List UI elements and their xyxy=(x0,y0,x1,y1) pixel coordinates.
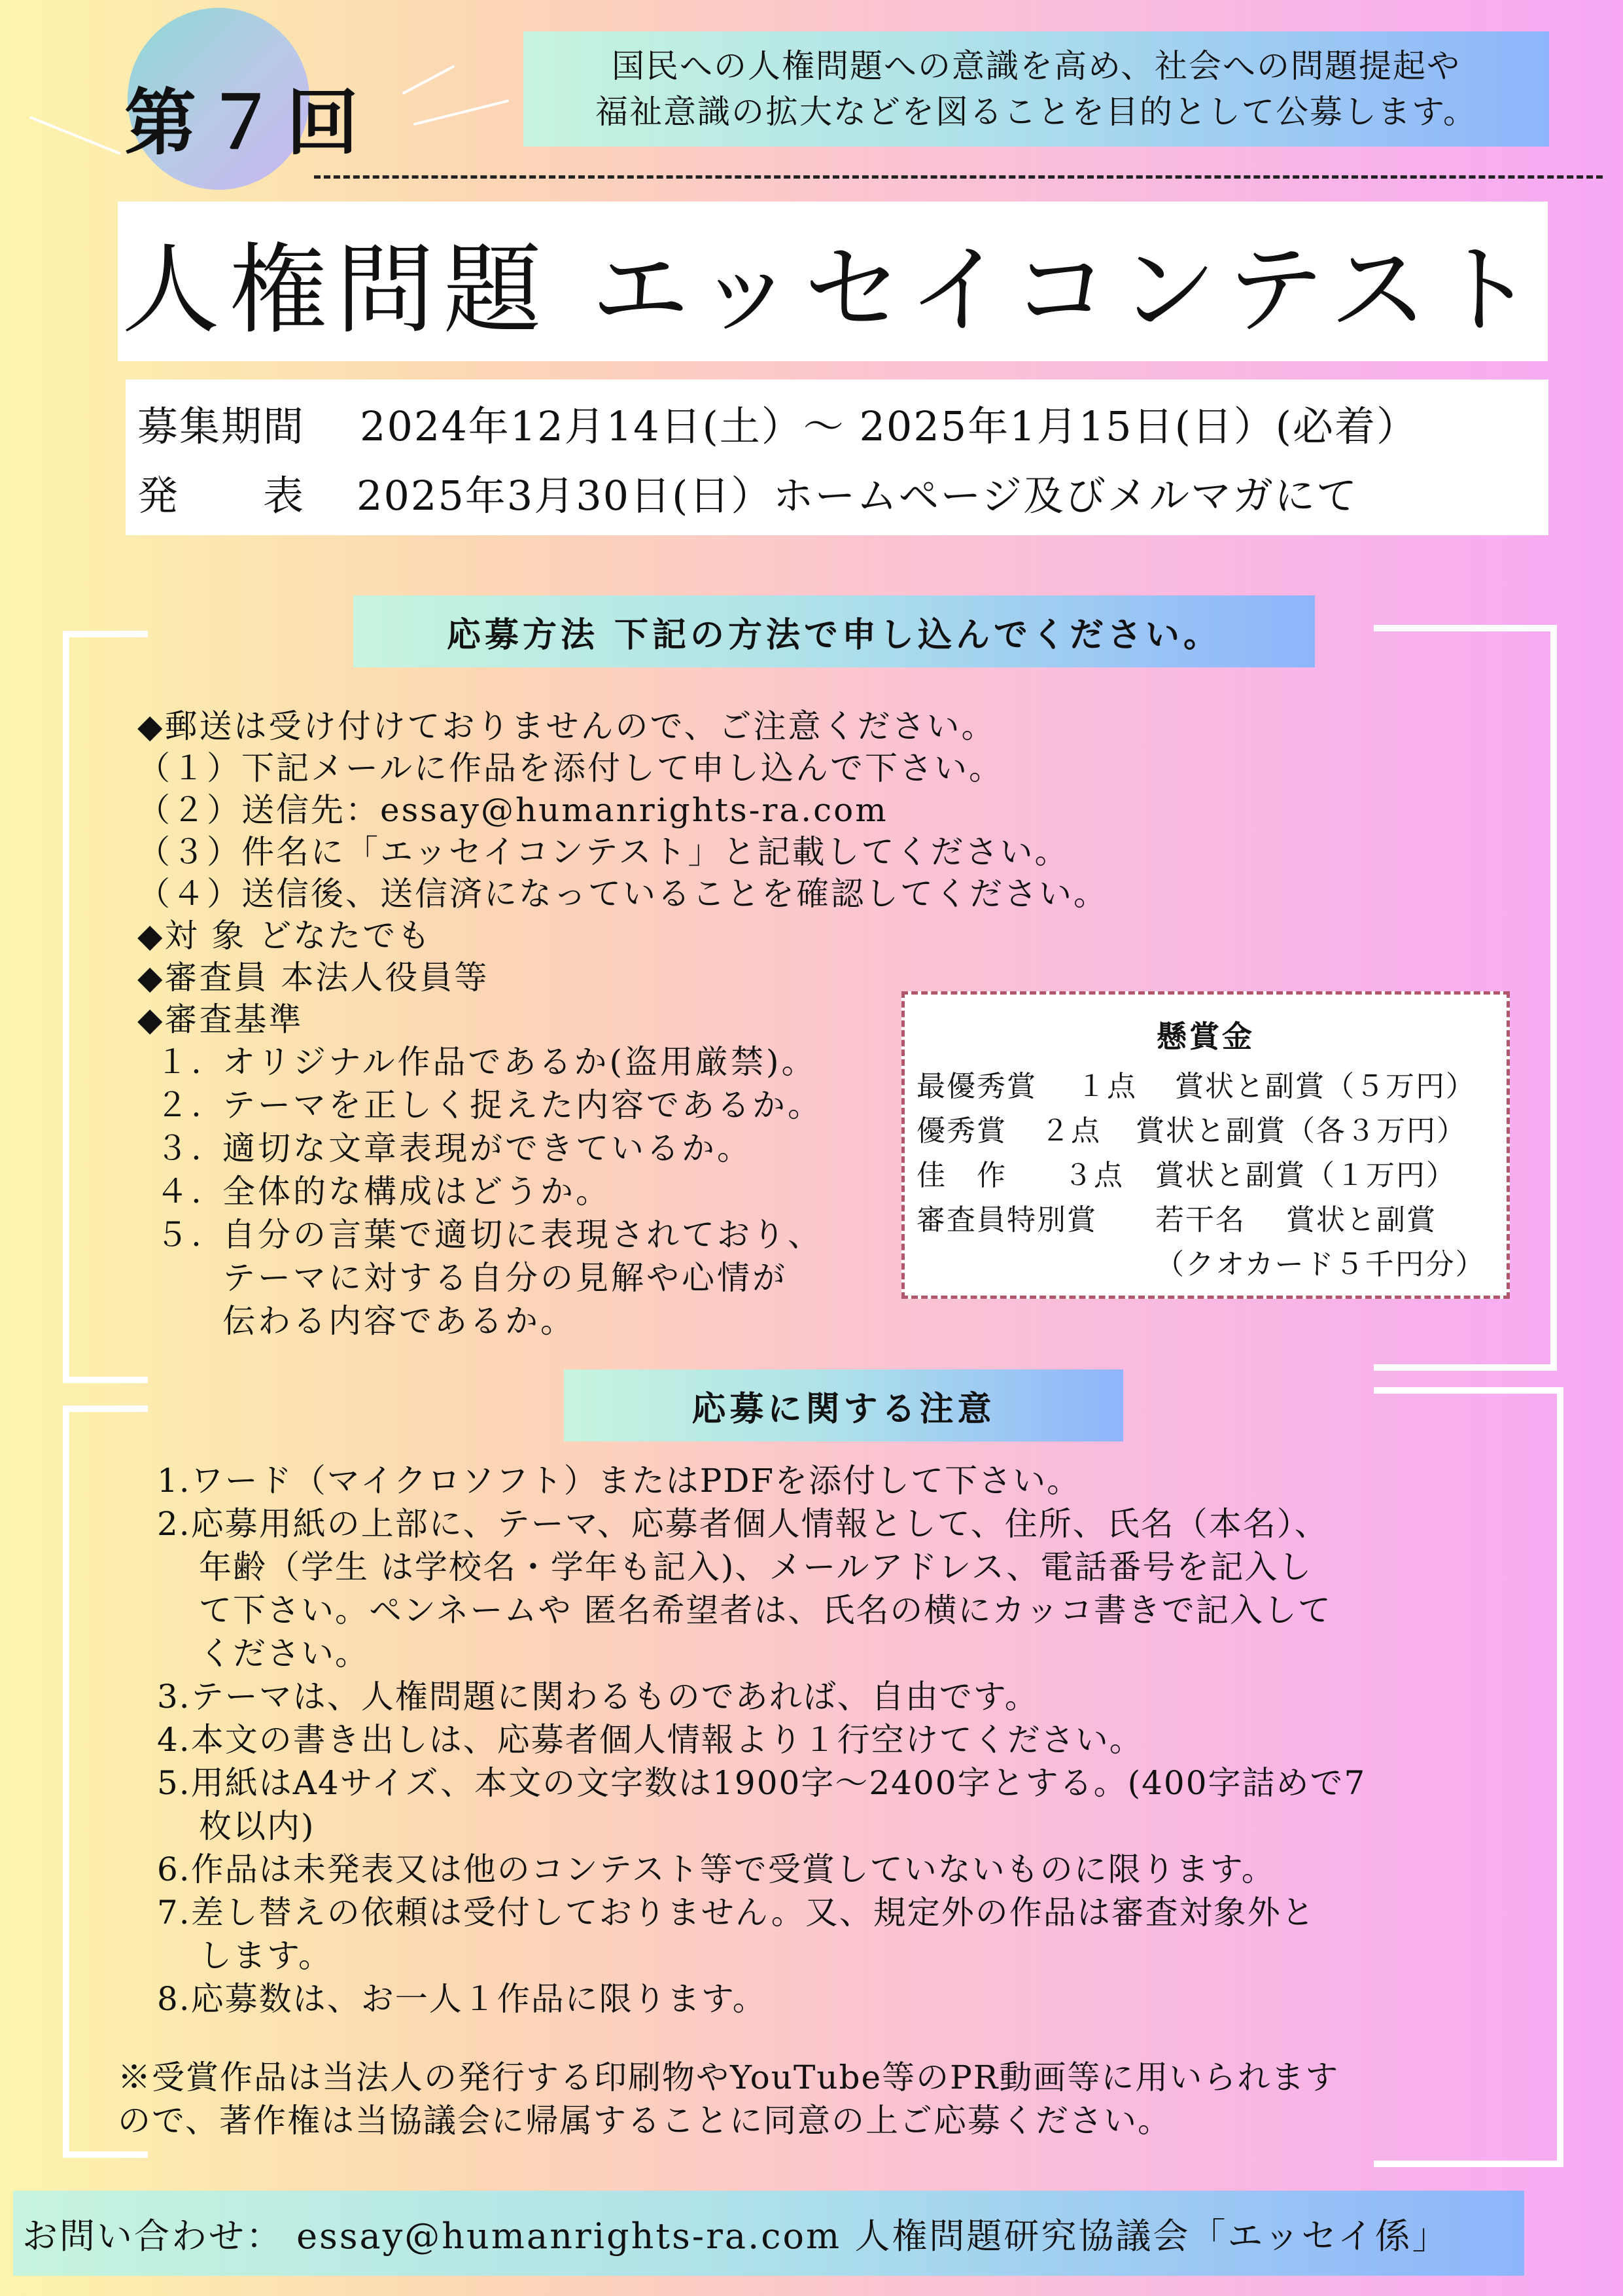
note-line: ください。 xyxy=(199,1634,369,1672)
copyright-note xyxy=(118,2056,1339,2142)
method-line: （３）件名に「エッセイコンテスト」と記載してください。 xyxy=(137,833,1070,871)
method-line: （２）送信先：essay@humanrights-ra.com xyxy=(137,791,888,829)
title-box xyxy=(118,202,1548,361)
note-line: 年齢（学生 は学校名・学年も記入)、メールアドレス、電話番号を記入し xyxy=(199,1548,1313,1586)
bracket-left xyxy=(63,631,148,1383)
page-title: 人権問題 エッセイコンテスト xyxy=(121,234,1544,347)
criteria-continuation: 伝わる内容であるか。 xyxy=(222,1302,576,1340)
prize-box: 懸賞金 最優秀賞 １点 賞状と副賞（５万円） 優秀賞 ２点 賞状と副賞（各３万円） 佳 作 ３点 賞状と副賞（１万円） 審査員特別賞 若干名 賞状と副賞 （クオカード５千円分） xyxy=(901,991,1510,1299)
decor-stroke xyxy=(29,116,122,155)
footnote-line: ので、著作権は当協議会に帰属することに同意の上ご応募ください。 xyxy=(118,2102,1172,2140)
issue-number: 第７回 xyxy=(124,81,368,165)
criteria-item: １. オリジナル作品であるか(盗用厳禁)。 xyxy=(156,1043,817,1081)
criteria-item: ４. 全体的な構成はどうか。 xyxy=(156,1173,611,1210)
note-line: 4.本文の書き出しは、応募者個人情報より１行空けてください。 xyxy=(157,1721,1143,1759)
dashed-divider xyxy=(314,175,1603,179)
announce-value: 2025年3月30日(日）ホームページ及びメルマガにて xyxy=(357,472,1359,520)
decor-stroke xyxy=(402,65,455,95)
bracket-right xyxy=(1374,1387,1563,2167)
prize-note: （クオカード５千円分） xyxy=(1155,1248,1486,1281)
bracket-left xyxy=(63,1405,148,2158)
period-row xyxy=(137,394,1418,452)
dates-box xyxy=(126,380,1548,535)
note-line: します。 xyxy=(199,1937,332,1975)
announce-label: 発 表 xyxy=(137,472,305,520)
contact-footer xyxy=(13,2191,1524,2276)
note-line: 3.テーマは、人権問題に関わるものであれば、自由です。 xyxy=(157,1678,1039,1716)
criteria-continuation: テーマに対する自分の見解や心情が xyxy=(222,1259,788,1297)
note-line: て下さい。ペンネームや 匿名希望者は、氏名の横にカッコ書きで記入して xyxy=(199,1591,1332,1629)
note-line: 1.ワード（マイクロソフト）またはPDFを添付して下さい。 xyxy=(157,1462,1081,1500)
purpose-line: 福祉意識の拡大などを図ることを目的として公募します。 xyxy=(595,93,1477,131)
decor-stroke xyxy=(413,99,510,126)
note-line: 8.応募数は、お一人１作品に限ります。 xyxy=(157,1980,767,2018)
criteria-item: ３. 適切な文章表現ができているか。 xyxy=(156,1129,752,1167)
note-line: 5.用紙はA4サイズ、本文の文字数は1900字～2400字とする。(400字詰めで7 xyxy=(157,1764,1367,1802)
note-line: 6.作品は未発表又は他のコンテスト等で受賞していないものに限ります。 xyxy=(157,1850,1276,1888)
contact-text: お問い合わせ： essay@humanrights-ra.com 人権問題研究協議会「エッセイ係」 xyxy=(22,2215,1450,2257)
prize-title: 懸賞金 xyxy=(1157,1019,1255,1054)
period-value: 2024年12月14日(土）～ 2025年1月15日(日）(必着） xyxy=(360,402,1418,450)
method-line: ◆審査員 本法人役員等 xyxy=(137,959,489,997)
note-line: 2.応募用紙の上部に、テーマ、応募者個人情報として、住所、氏名（本名）、 xyxy=(157,1505,1329,1543)
period-label: 募集期間 xyxy=(137,402,305,450)
method-line: ◆対 象 どなたでも xyxy=(137,917,432,955)
method-line: ◆郵送は受け付けておりませんので、ご注意ください。 xyxy=(137,707,996,745)
criteria-item: ２. テーマを正しく捉えた内容であるか。 xyxy=(156,1086,823,1124)
notes-header: 応募に関する注意 xyxy=(564,1369,1123,1441)
criteria-item: ５. 自分の言葉で適切に表現されており、 xyxy=(156,1216,823,1254)
footnote-line: ※受賞作品は当法人の発行する印刷物やYouTube等のPR動画等に用いられます xyxy=(118,2058,1340,2096)
purpose-line: 国民への人権問題への意識を高め、社会への問題提起や xyxy=(612,47,1461,85)
method-header: 応募方法 下記の方法で申し込んでください。 xyxy=(353,595,1315,667)
method-line: （４）送信後、送信済になっていることを確認してください。 xyxy=(137,875,1108,913)
method-line: （１）下記メールに作品を添付して申し込んで下さい。 xyxy=(137,749,1003,787)
notes-list xyxy=(157,1459,1366,2021)
note-line: 7.差し替えの依頼は受付しておりません。又、規定外の作品は審査対象外と xyxy=(157,1894,1316,1932)
announce-row xyxy=(137,463,1358,521)
method-line: ◆審査基準 xyxy=(137,1000,304,1038)
note-line: 枚以内) xyxy=(199,1807,315,1845)
purpose-banner xyxy=(523,31,1549,147)
